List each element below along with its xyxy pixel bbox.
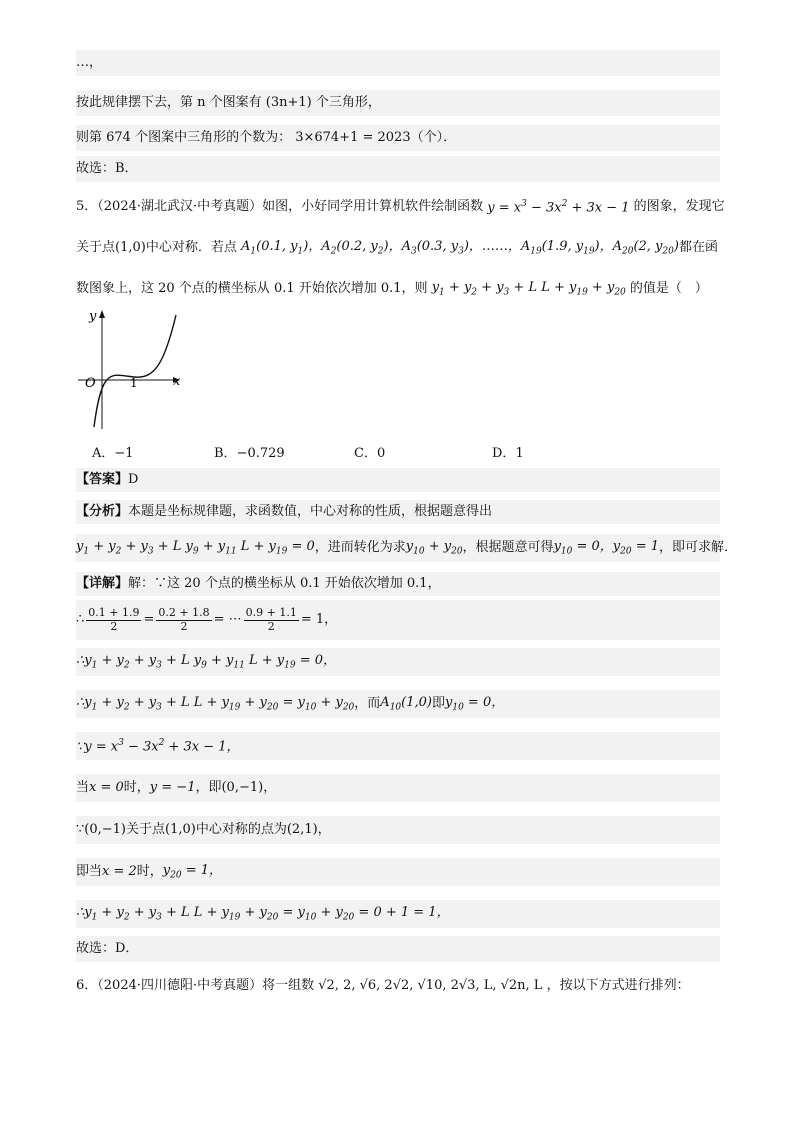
choices [92,442,652,460]
detail-line: 【详解】 解：∵这 20 个点的横坐标从 0.1 开始依次增加 0.1， [76,572,720,596]
detail-x-two: 即当 x = 2 时， $y_{20} = 1$， [76,858,720,886]
detail-sum-convert: $\therefore y_1 + y_2 + y_3 + L$ $L + y_{19} + y_{20} = y_{10} + y_{20}$ ，而 $A_{10}(1,0)$ 即 $y_{10} = 0$， [76,690,720,718]
problem5-line2: 关于点 (1,0) 中心对称．若点 $A_1(0.1$, $y_1$)，$A_2(0.2$, $y_2$)，$A_3(0.3$, $y_3$)，……，$A_{19}(1.9$, $y_{19}$)，$A_{20}(2$, $y_{20}$) 都在函 [76,238,718,257]
center-point: (1,0) [115,240,146,256]
problem6-line1: 6．（2024·四川德阳·中考真题）将一组数 √2, 2, √6, 2√2, √10, 2√3, L, √2n, L ，按以下方式进行排列： [76,978,690,994]
choice-d[interactable]: D．1 [492,446,524,461]
function-formula: $y = x^3 - 3x^2 + 3x - 1$ [483,198,634,215]
detail-x-zero: 当 x = 0 时， y = −1 ，即 (0,−1)， [76,774,720,802]
answer-line: 【答案】 D [76,468,720,492]
number-sequence: √2, 2, √6, 2√2, √10, 2√3, L, √2n, L [314,978,547,994]
function-graph [72,305,190,433]
y-axis-label: y [89,309,97,324]
function-curve [94,315,176,427]
y-axis-arrow [99,310,105,318]
choice-b[interactable]: B．−0.729 [214,446,285,461]
choice-c[interactable]: C．0 [354,446,386,461]
prev-solution-choice: 故选：B． [76,156,720,182]
problem5-line1: 5．（2024·湖北武汉·中考真题）如图，小好同学用计算机软件绘制函数 $y = x^3 - 3x^2 + 3x - 1$ 的图象，发现它 [76,198,725,215]
origin-label: O [85,376,96,391]
choice-a[interactable]: A．−1 [92,446,134,461]
prev-solution-rule: 按此规律摆下去，第 n 个图案有 (3n+1) 个三角形， [76,90,720,116]
x-axis-label: x [173,374,181,389]
detail-sum-zero: $\therefore y_1 + y_2 + y_3 + L$ $y_9 + y_{11}$ $L + y_{19} = 0$， [76,648,720,676]
final-choice: 故选：D． [76,936,720,962]
detail-function: ∵y = $x^3 - 3x^2 + 3x - 1$， [76,732,720,760]
tick-label-1: 1 [130,376,138,390]
point-list: $A_1(0.1$, $y_1$)，$A_2(0.2$, $y_2$)，$A_3(0.3$, $y_3$)，……，$A_{19}(1.9$, $y_{19}$)，$A_{20}(2$, $y_{20}$) [236,238,679,257]
sum-expression: $y_1 + y_2 + y_3 + L$ $L + y_{19} + y_{20}$ [427,279,626,298]
analysis-line2: $y_1 + y_2 + y_3 + L$ $y_9 + y_{11}$ $L + y_{19} = 0$ ，进而转化为求 $y_{10} + y_{20}$ ，根据题意可得 $y_{10} = 0$，$y_{20} = 1$ ，即可求解． [76,534,720,562]
detail-symmetry: ∵(0,−1) 关于点 (1,0) 中心对称的点为 (2,1)， [76,816,720,844]
prev-solution-ellipsis: …， [76,50,720,76]
detail-final-sum: $\therefore y_1 + y_2 + y_3 + L$ $L + y_{19} + y_{20} = y_{10} + y_{20} = 0 + 1 = 1$， [76,900,720,928]
analysis-line: 【分析】 本题是坐标规律题，求函数值，中心对称的性质，根据题意得出 [76,500,720,524]
problem5-line3: 数图象上，这 20 个点的横坐标从 0.1 开始依次增加 0.1，则 $y_1 + y_2 + y_3 + L$ $L + y_{19} + y_{20}$ 的值是（ ） [76,279,708,298]
detail-fraction-line: ∴ $\frac{0.1 + 1.9}{2}$ = $\frac{0.2 + 1.8}{2}$ = ⋯ $\frac{0.9 + 1.1}{2}$ = 1， [76,600,720,640]
prev-solution-count: 则第 674 个图案中三角形的个数为： 3×674+1 = 2023（个）． [76,125,720,151]
